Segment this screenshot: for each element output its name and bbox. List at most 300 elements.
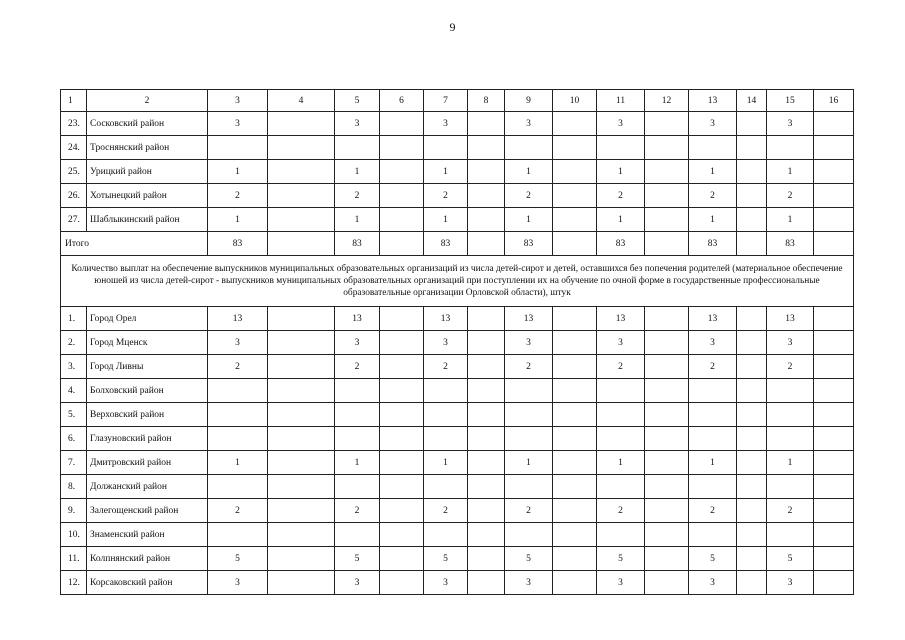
value-cell: 2 — [505, 499, 553, 523]
value-cell: 3 — [505, 112, 553, 136]
row-number: 26. — [61, 184, 87, 208]
value-cell — [814, 571, 854, 595]
value-cell — [814, 379, 854, 403]
value-cell — [553, 355, 597, 379]
value-cell — [424, 136, 468, 160]
value-cell: 2 — [335, 184, 380, 208]
value-cell — [814, 403, 854, 427]
table-row — [61, 307, 854, 331]
value-cell — [553, 184, 597, 208]
value-cell: 1 — [335, 451, 380, 475]
value-cell: 1 — [208, 160, 268, 184]
value-cell: 1 — [597, 451, 645, 475]
value-cell — [767, 136, 814, 160]
value-cell — [335, 427, 380, 451]
value-cell — [645, 547, 689, 571]
column-number-cell: 4 — [268, 90, 335, 112]
value-cell: 5 — [689, 547, 737, 571]
total-value-cell — [814, 232, 854, 256]
value-cell: 1 — [767, 451, 814, 475]
value-cell: 1 — [208, 451, 268, 475]
district-name: Болховский район — [87, 379, 208, 403]
value-cell: 2 — [424, 499, 468, 523]
table-body — [61, 90, 854, 595]
value-cell — [468, 499, 505, 523]
value-cell — [268, 136, 335, 160]
total-value-cell: 83 — [597, 232, 645, 256]
column-number-cell: 14 — [737, 90, 767, 112]
value-cell: 3 — [208, 112, 268, 136]
table-row — [61, 523, 854, 547]
value-cell — [737, 547, 767, 571]
value-cell — [268, 331, 335, 355]
total-value-cell — [380, 232, 424, 256]
table-row — [61, 475, 854, 499]
value-cell: 13 — [424, 307, 468, 331]
value-cell — [597, 136, 645, 160]
value-cell: 2 — [597, 499, 645, 523]
value-cell: 2 — [208, 499, 268, 523]
row-number: 2. — [61, 331, 87, 355]
table-row — [61, 403, 854, 427]
value-cell — [814, 427, 854, 451]
value-cell: 2 — [689, 184, 737, 208]
value-cell — [645, 307, 689, 331]
value-cell — [505, 379, 553, 403]
column-number-cell: 15 — [767, 90, 814, 112]
district-name: Город Орел — [87, 307, 208, 331]
section-row — [61, 256, 854, 307]
value-cell — [645, 403, 689, 427]
value-cell — [335, 379, 380, 403]
value-cell — [553, 451, 597, 475]
value-cell — [645, 523, 689, 547]
value-cell — [737, 523, 767, 547]
value-cell: 2 — [505, 184, 553, 208]
value-cell — [814, 112, 854, 136]
row-number: 4. — [61, 379, 87, 403]
value-cell — [505, 523, 553, 547]
table-row — [61, 427, 854, 451]
district-name: Сосковский район — [87, 112, 208, 136]
value-cell — [468, 571, 505, 595]
value-cell: 13 — [335, 307, 380, 331]
value-cell — [468, 475, 505, 499]
value-cell — [814, 523, 854, 547]
value-cell: 1 — [208, 208, 268, 232]
value-cell: 2 — [208, 184, 268, 208]
value-cell — [380, 547, 424, 571]
value-cell — [208, 379, 268, 403]
row-number: 7. — [61, 451, 87, 475]
value-cell: 1 — [689, 160, 737, 184]
value-cell: 2 — [335, 499, 380, 523]
value-cell: 2 — [689, 499, 737, 523]
table-row — [61, 184, 854, 208]
column-number-cell: 16 — [814, 90, 854, 112]
value-cell — [597, 523, 645, 547]
district-name: Урицкий район — [87, 160, 208, 184]
value-cell — [424, 427, 468, 451]
value-cell: 1 — [767, 208, 814, 232]
value-cell — [737, 355, 767, 379]
value-cell — [424, 475, 468, 499]
value-cell: 5 — [597, 547, 645, 571]
value-cell: 1 — [335, 160, 380, 184]
value-cell — [737, 403, 767, 427]
value-cell: 3 — [335, 331, 380, 355]
value-cell — [335, 136, 380, 160]
value-cell — [268, 571, 335, 595]
value-cell — [468, 331, 505, 355]
district-name: Глазуновский район — [87, 427, 208, 451]
value-cell: 1 — [424, 160, 468, 184]
value-cell — [553, 136, 597, 160]
district-name: Город Мценск — [87, 331, 208, 355]
row-number: 8. — [61, 475, 87, 499]
total-value-cell — [737, 232, 767, 256]
value-cell — [380, 208, 424, 232]
value-cell — [689, 403, 737, 427]
total-value-cell: 83 — [424, 232, 468, 256]
value-cell — [268, 160, 335, 184]
table-row — [61, 355, 854, 379]
table-row — [61, 379, 854, 403]
value-cell — [645, 499, 689, 523]
value-cell: 13 — [597, 307, 645, 331]
table-row — [61, 451, 854, 475]
value-cell: 1 — [505, 160, 553, 184]
value-cell — [767, 403, 814, 427]
value-cell: 1 — [689, 451, 737, 475]
value-cell — [380, 523, 424, 547]
value-cell: 5 — [767, 547, 814, 571]
value-cell — [645, 379, 689, 403]
value-cell — [335, 523, 380, 547]
value-cell: 3 — [424, 571, 468, 595]
total-value-cell: 83 — [505, 232, 553, 256]
value-cell: 2 — [424, 184, 468, 208]
value-cell — [597, 403, 645, 427]
value-cell — [468, 523, 505, 547]
value-cell — [268, 112, 335, 136]
value-cell — [737, 427, 767, 451]
total-value-cell: 83 — [208, 232, 268, 256]
value-cell — [737, 160, 767, 184]
value-cell — [645, 112, 689, 136]
total-value-cell — [268, 232, 335, 256]
total-value-cell — [645, 232, 689, 256]
value-cell — [737, 331, 767, 355]
row-number: 5. — [61, 403, 87, 427]
value-cell — [268, 307, 335, 331]
value-cell — [553, 331, 597, 355]
value-cell: 2 — [597, 184, 645, 208]
value-cell — [468, 160, 505, 184]
row-number: 3. — [61, 355, 87, 379]
value-cell — [814, 475, 854, 499]
table-row — [61, 547, 854, 571]
value-cell — [553, 571, 597, 595]
value-cell — [814, 307, 854, 331]
value-cell — [597, 475, 645, 499]
value-cell — [468, 379, 505, 403]
value-cell: 2 — [767, 184, 814, 208]
value-cell — [814, 160, 854, 184]
value-cell — [814, 499, 854, 523]
value-cell: 2 — [689, 355, 737, 379]
value-cell — [268, 379, 335, 403]
table-row — [61, 208, 854, 232]
value-cell — [424, 379, 468, 403]
row-number: 10. — [61, 523, 87, 547]
value-cell — [268, 547, 335, 571]
value-cell: 3 — [424, 331, 468, 355]
value-cell — [380, 331, 424, 355]
column-number-cell: 5 — [335, 90, 380, 112]
value-cell: 2 — [767, 499, 814, 523]
value-cell — [208, 403, 268, 427]
value-cell — [553, 499, 597, 523]
value-cell — [505, 427, 553, 451]
value-cell: 3 — [767, 571, 814, 595]
value-cell: 13 — [689, 307, 737, 331]
value-cell — [553, 403, 597, 427]
row-number: 12. — [61, 571, 87, 595]
value-cell — [380, 427, 424, 451]
value-cell — [468, 184, 505, 208]
value-cell — [737, 307, 767, 331]
value-cell — [645, 451, 689, 475]
value-cell — [424, 523, 468, 547]
value-cell — [814, 184, 854, 208]
value-cell: 1 — [767, 160, 814, 184]
value-cell: 2 — [424, 355, 468, 379]
column-number-cell: 11 — [597, 90, 645, 112]
value-cell: 3 — [505, 571, 553, 595]
row-number: 25. — [61, 160, 87, 184]
district-name: Должанский район — [87, 475, 208, 499]
table-row — [61, 571, 854, 595]
value-cell — [268, 499, 335, 523]
total-row — [61, 232, 854, 256]
value-cell — [424, 403, 468, 427]
value-cell — [645, 208, 689, 232]
table-row — [61, 331, 854, 355]
value-cell — [689, 427, 737, 451]
value-cell — [380, 112, 424, 136]
value-cell — [505, 403, 553, 427]
value-cell — [553, 427, 597, 451]
value-cell: 13 — [767, 307, 814, 331]
total-value-cell: 83 — [335, 232, 380, 256]
value-cell — [468, 112, 505, 136]
value-cell — [208, 427, 268, 451]
value-cell — [645, 355, 689, 379]
value-cell — [767, 379, 814, 403]
value-cell — [689, 136, 737, 160]
total-value-cell — [553, 232, 597, 256]
value-cell — [380, 307, 424, 331]
value-cell — [814, 136, 854, 160]
value-cell — [268, 403, 335, 427]
value-cell: 2 — [597, 355, 645, 379]
value-cell: 2 — [767, 355, 814, 379]
value-cell: 2 — [208, 355, 268, 379]
value-cell — [645, 184, 689, 208]
total-value-cell — [468, 232, 505, 256]
value-cell — [737, 379, 767, 403]
section-title: Количество выплат на обеспечение выпускников муниципальных образовательных организаций из числа детей-сирот и детей, оставшихся без попечения родителей (материальное обеспечение юношей из числа детей-сирот - выпускников муниципальных образовательных организаций при поступлении их на обучение по очной форме в государственные профессиональные образовательные организации Орловской области), штук — [61, 256, 854, 307]
value-cell — [553, 307, 597, 331]
value-cell — [468, 136, 505, 160]
value-cell: 3 — [335, 112, 380, 136]
value-cell — [505, 475, 553, 499]
value-cell — [380, 475, 424, 499]
value-cell — [737, 451, 767, 475]
page-number: 9 — [449, 20, 456, 34]
district-name: Дмитровский район — [87, 451, 208, 475]
value-cell — [767, 523, 814, 547]
column-number-cell: 10 — [553, 90, 597, 112]
row-number: 27. — [61, 208, 87, 232]
district-name: Город Ливны — [87, 355, 208, 379]
value-cell — [737, 571, 767, 595]
value-cell — [645, 160, 689, 184]
value-cell — [268, 355, 335, 379]
value-cell — [645, 571, 689, 595]
value-cell: 5 — [505, 547, 553, 571]
table-row — [61, 160, 854, 184]
value-cell: 5 — [424, 547, 468, 571]
value-cell: 3 — [335, 571, 380, 595]
value-cell — [208, 136, 268, 160]
value-cell: 1 — [505, 208, 553, 232]
value-cell — [814, 208, 854, 232]
value-cell — [645, 136, 689, 160]
value-cell — [737, 499, 767, 523]
value-cell — [380, 499, 424, 523]
value-cell — [814, 547, 854, 571]
table-row — [61, 499, 854, 523]
value-cell — [505, 136, 553, 160]
value-cell — [468, 427, 505, 451]
value-cell: 3 — [505, 331, 553, 355]
value-cell — [737, 184, 767, 208]
column-number-cell: 9 — [505, 90, 553, 112]
value-cell: 3 — [689, 331, 737, 355]
district-name: Троснянский район — [87, 136, 208, 160]
value-cell — [380, 136, 424, 160]
value-cell: 2 — [335, 355, 380, 379]
value-cell — [597, 379, 645, 403]
value-cell — [645, 331, 689, 355]
value-cell — [553, 112, 597, 136]
value-cell — [380, 184, 424, 208]
value-cell — [380, 355, 424, 379]
value-cell — [468, 451, 505, 475]
value-cell: 1 — [689, 208, 737, 232]
value-cell: 13 — [208, 307, 268, 331]
value-cell: 1 — [335, 208, 380, 232]
value-cell — [737, 136, 767, 160]
value-cell — [268, 475, 335, 499]
column-number-cell: 3 — [208, 90, 268, 112]
value-cell — [553, 523, 597, 547]
column-number-cell: 7 — [424, 90, 468, 112]
value-cell — [208, 475, 268, 499]
value-cell: 5 — [335, 547, 380, 571]
value-cell — [767, 475, 814, 499]
value-cell — [767, 427, 814, 451]
value-cell — [468, 355, 505, 379]
column-number-cell: 1 — [61, 90, 87, 112]
column-number-cell: 12 — [645, 90, 689, 112]
value-cell — [468, 403, 505, 427]
value-cell — [553, 475, 597, 499]
district-name: Колпнянский район — [87, 547, 208, 571]
value-cell: 3 — [767, 331, 814, 355]
data-table — [60, 89, 854, 595]
value-cell: 2 — [505, 355, 553, 379]
value-cell — [268, 451, 335, 475]
value-cell: 1 — [424, 208, 468, 232]
row-number: 6. — [61, 427, 87, 451]
total-label: Итого — [61, 232, 208, 256]
value-cell — [689, 523, 737, 547]
value-cell — [208, 523, 268, 547]
value-cell — [689, 475, 737, 499]
value-cell — [689, 379, 737, 403]
value-cell — [268, 208, 335, 232]
row-number: 24. — [61, 136, 87, 160]
value-cell — [468, 547, 505, 571]
value-cell: 3 — [689, 112, 737, 136]
total-value-cell: 83 — [689, 232, 737, 256]
value-cell — [268, 427, 335, 451]
value-cell — [737, 208, 767, 232]
value-cell — [380, 571, 424, 595]
value-cell — [268, 523, 335, 547]
value-cell: 3 — [208, 571, 268, 595]
column-number-cell: 13 — [689, 90, 737, 112]
row-number: 23. — [61, 112, 87, 136]
value-cell — [468, 307, 505, 331]
value-cell: 1 — [505, 451, 553, 475]
value-cell — [737, 475, 767, 499]
value-cell — [814, 331, 854, 355]
value-cell — [645, 427, 689, 451]
value-cell: 3 — [767, 112, 814, 136]
district-name: Залегощенский район — [87, 499, 208, 523]
district-name: Шаблыкинский район — [87, 208, 208, 232]
district-name: Хотынецкий район — [87, 184, 208, 208]
value-cell — [814, 451, 854, 475]
row-number: 9. — [61, 499, 87, 523]
district-name: Корсаковский район — [87, 571, 208, 595]
total-value-cell: 83 — [767, 232, 814, 256]
value-cell — [645, 475, 689, 499]
value-cell: 3 — [689, 571, 737, 595]
value-cell: 13 — [505, 307, 553, 331]
value-cell — [380, 160, 424, 184]
value-cell — [380, 379, 424, 403]
value-cell: 3 — [208, 331, 268, 355]
column-number-cell: 6 — [380, 90, 424, 112]
value-cell: 1 — [597, 208, 645, 232]
value-cell: 3 — [597, 571, 645, 595]
value-cell — [814, 355, 854, 379]
